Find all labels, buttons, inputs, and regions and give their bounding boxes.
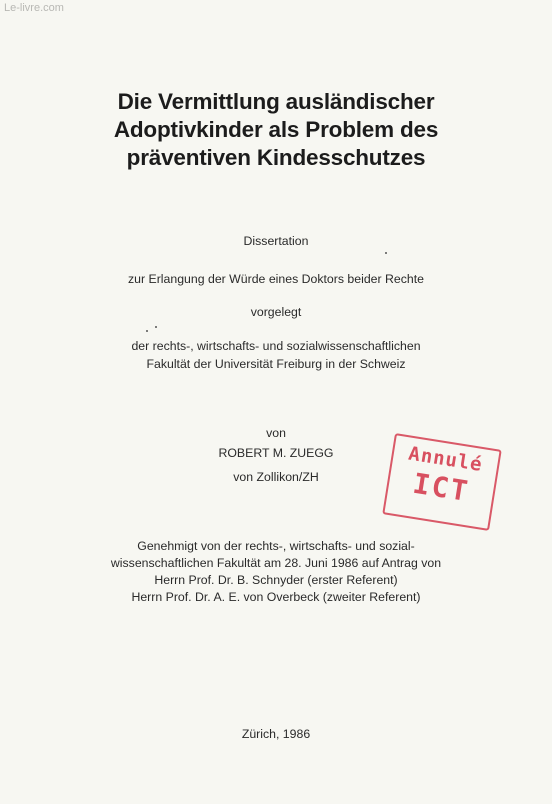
dissertation-purpose: zur Erlangung der Würde eines Doktors beider Rechte — [128, 272, 424, 286]
watermark-text: Le-livre.com — [4, 2, 64, 14]
speck — [146, 330, 148, 332]
title-line-1: Die Vermittlung ausländischer — [117, 89, 435, 114]
approval-line-2: wissenschaftlichen Fakultät am 28. Juni 1986 auf Antrag von — [110, 556, 442, 570]
faculty-line-1: der rechts-, wirtschafts- und sozialwissenschaftlichen — [131, 339, 421, 353]
faculty-line-2: Fakultät der Universität Freiburg in der Schweiz — [146, 357, 406, 371]
author-origin: von Zollikon/ZH — [233, 470, 319, 484]
stamp-line-2: ICT — [410, 466, 472, 509]
title-line-3: präventiven Kindesschutzes — [126, 145, 426, 170]
approval-line-4: Herrn Prof. Dr. A. E. von Overbeck (zweiter Referent) — [131, 590, 421, 604]
author-name: ROBERT M. ZUEGG — [218, 446, 334, 460]
approval-line-1: Genehmigt von der rechts-, wirtschafts- und sozial- — [137, 539, 415, 553]
document-title — [0, 88, 552, 172]
title-line-2: Adoptivkinder als Problem des — [113, 117, 439, 142]
author-by: von — [266, 426, 286, 440]
annule-stamp — [382, 433, 501, 531]
speck — [155, 326, 157, 328]
dissertation-presented: vorgelegt — [250, 305, 302, 319]
speck — [385, 252, 387, 254]
stamp-line-1: Annulé — [407, 442, 485, 476]
place-date: Zürich, 1986 — [241, 727, 311, 741]
approval-line-3: Herrn Prof. Dr. B. Schnyder (erster Referent) — [154, 573, 398, 587]
dissertation-label: Dissertation — [243, 234, 309, 248]
